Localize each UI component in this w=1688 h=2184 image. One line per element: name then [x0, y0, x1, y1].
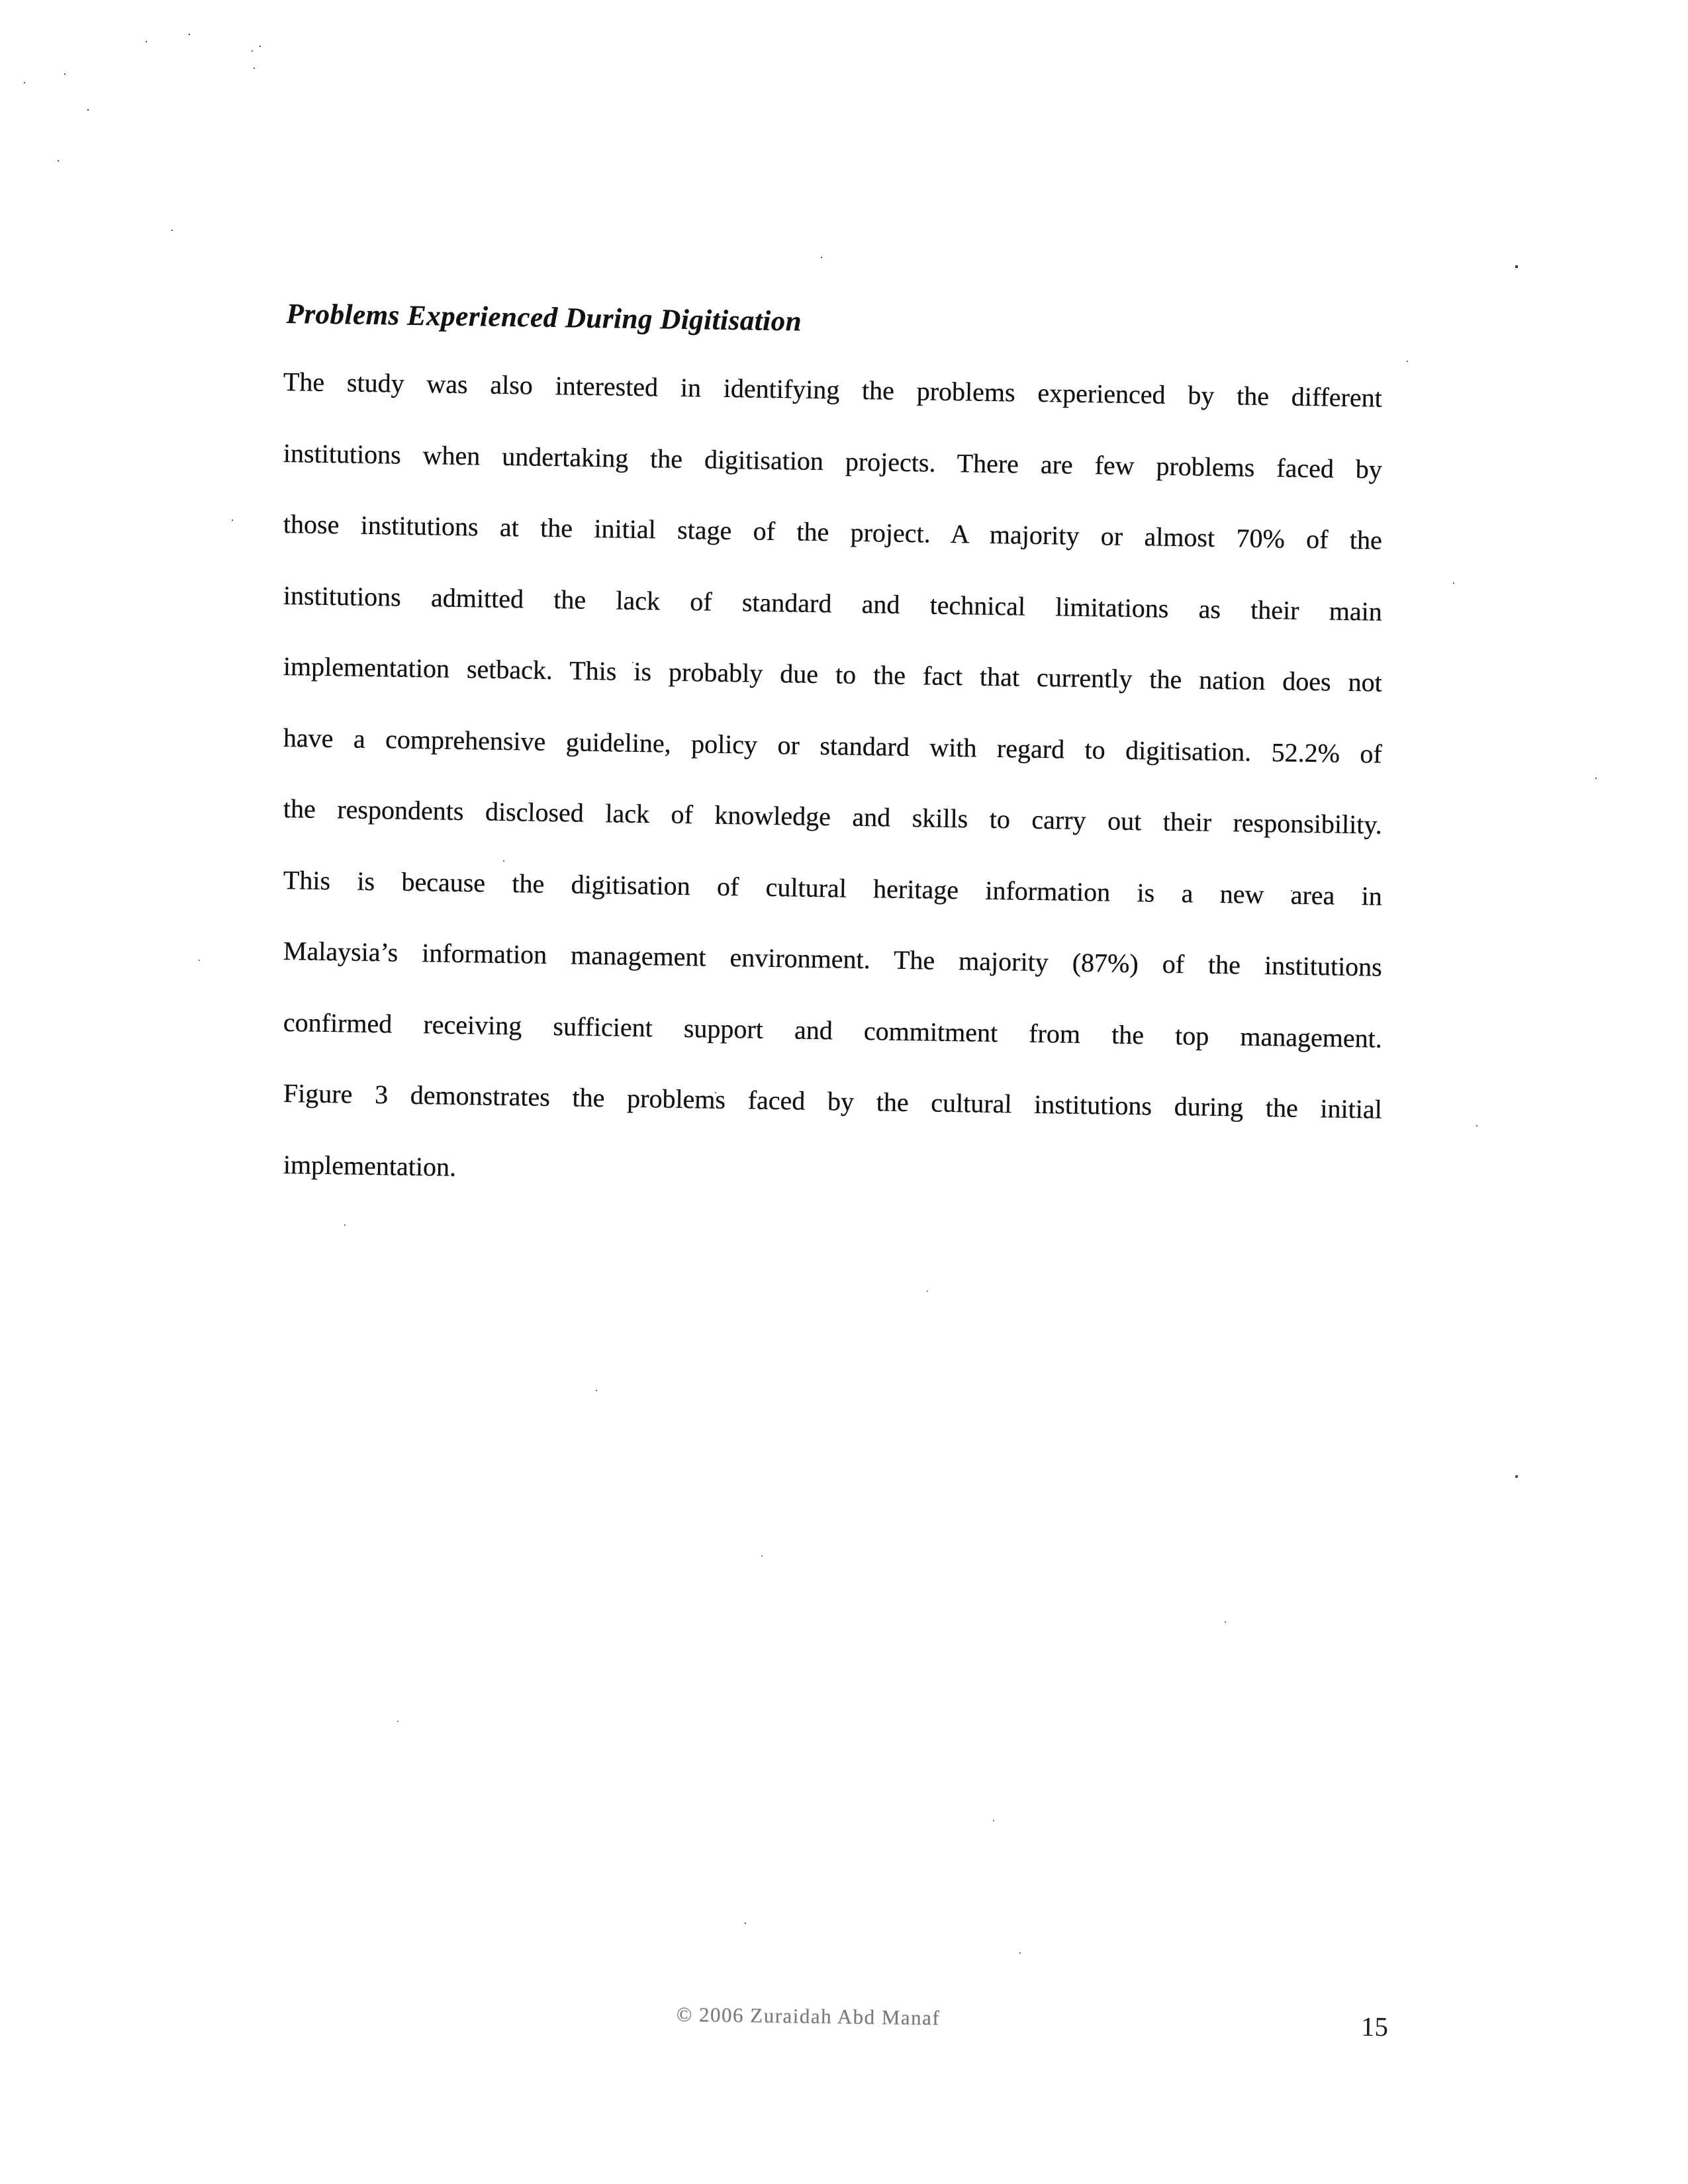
section-heading: Problems Experienced During Digitisation [286, 298, 802, 338]
paragraph-line: institutions when undertaking the digitisation projects. There are few problems faced by [283, 437, 1383, 484]
paragraph-line: implementation setback. This is probably due to the fact that currently the nation does not [283, 651, 1383, 698]
paragraph-line: the respondents disclosed lack of knowledge and skills to carry out their responsibility. [283, 794, 1383, 840]
paragraph-line: Figure 3 demonstrates the problems faced by the cultural institutions during the initial [283, 1078, 1383, 1124]
paragraph-line: institutions admitted the lack of standard and technical limitations as their main [283, 580, 1383, 627]
paragraph-line: The study was also interested in identifying the problems experienced by the different [283, 367, 1383, 413]
paragraph-line: confirmed receiving sufficient support and commitment from the top management. [283, 1007, 1383, 1054]
paragraph-line: have a comprehensive guideline, policy or standard with regard to digitisation. 52.2% of [283, 722, 1383, 769]
paragraph-line: Malaysia’s information management environment. The majority (87%) of the institutions [283, 936, 1383, 982]
scan-noise-specks [0, 0, 1, 1]
copyright-stamp: © 2006 Zuraidah Abd Manaf [676, 2003, 941, 2030]
page-number: 15 [1360, 2011, 1389, 2042]
paragraph-line: implementation. [283, 1149, 457, 1182]
body-paragraph [283, 346, 1382, 1200]
paragraph-line: This is because the digitisation of cultural heritage information is a new area in [283, 864, 1383, 911]
paragraph-line: those institutions at the initial stage of the project. A majority or almost 70% of the [283, 509, 1383, 555]
